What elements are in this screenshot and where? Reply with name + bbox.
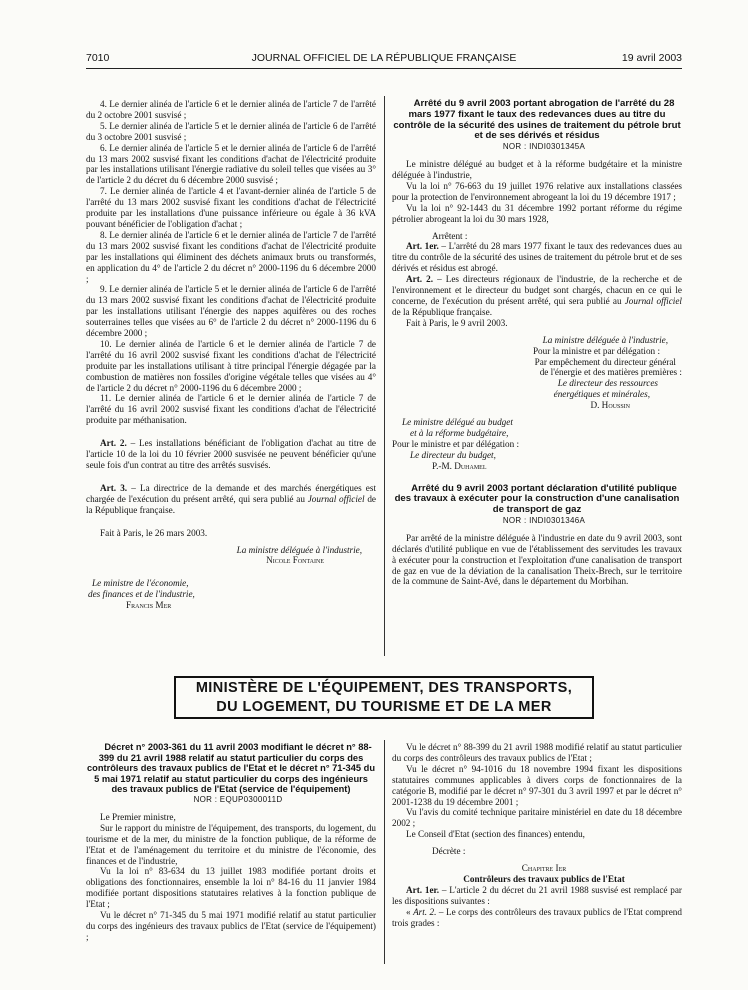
signature-line: Pour le ministre et par délégation : (392, 438, 520, 449)
signature-name: Nicole Fontaine (266, 555, 324, 566)
arretent: Arrêtent : (432, 230, 468, 241)
paragraph: Sur le rapport du ministre de l'équipement, des transports, du logement, du tourisme et de la mer, du ministre de la fonction publique, de la réforme de l'Etat et de l'aménagement du territoire et du ministre de l'économie, des finances et de l'industrie, (86, 822, 376, 866)
paragraph: Vu l'avis du comité technique paritaire ministériel en date du 18 décembre 2002 ; (392, 807, 682, 829)
list-item: 5. Le dernier alinéa de l'article 5 et le dernier alinéa de l'article 6 de l'arrêté du 3 octobre 2001 susvisé ; (86, 120, 376, 142)
article-label: Art. 3. (100, 482, 128, 493)
signature-title: La ministre déléguée à l'industrie, (542, 334, 668, 345)
signature-title: Le ministre de l'économie, (92, 578, 189, 589)
article-text: – L'article 2 du décret du 21 avril 1988 susvisé est remplacé par les dispositions suivantes : (392, 884, 682, 906)
nor-reference: NOR : EQUP0300011D (193, 794, 283, 804)
nor-reference: NOR : INDI0301345A (502, 142, 586, 152)
signature-name: Francis Mer (126, 600, 172, 611)
article-1 (392, 241, 682, 274)
article-label: Art. 2. (413, 906, 437, 917)
signature-title: Le directeur du budget, (410, 449, 496, 460)
article-text: – Le corps des contrôleurs des travaux publics de l'Etat comprend trois grades : (392, 906, 682, 928)
paragraph: Vu le décret n° 94-1016 du 18 novembre 1994 fixant les dispositions statutaires communes applicables à divers corps de fonctionnaires de la catégorie B, modifié par le décret n° 97-301 du 3 avril 1997 et par le décret n° 2001-1238 du 19 décembre 2001 ; (392, 763, 682, 807)
list-item: 6. Le dernier alinéa de l'article 5 et le dernier alinéa de l'article 6 de l'arrêté du 13 mars 2002 susvisé fixant les conditions d'achat de l'électricité produite par les installations utilisant l'énergie radiative du soleil telles que visées au 3° de l'article 2 du décret du 6 décembre 2000 susvisé ; (86, 142, 376, 186)
chapter-title: Contrôleurs des travaux publics de l'Etat (463, 873, 625, 884)
journal-name: Journal officiel (624, 295, 682, 306)
right-column-bottom (392, 742, 682, 929)
paragraph: Vu le décret n° 88-399 du 21 avril 1988 modifié relatif au statut particulier du corps des contrôleurs des travaux publics de l'Etat ; (392, 742, 682, 763)
article-2-quote (392, 907, 682, 929)
page-number: 7010 (86, 52, 110, 64)
article-1 (392, 885, 682, 907)
paragraph: Vu la loi n° 92-1443 du 31 décembre 1992 portant réforme du régime pétrolier abrogeant la loi du 30 mars 1928, (392, 202, 682, 224)
list-item: 8. Le dernier alinéa de l'article 6 et le dernier alinéa de l'article 7 de l'arrêté du 13 mars 2002 susvisé fixant les conditions d'achat de l'électricité produite par les installations qui éliminent des déchets animaux bruts ou transformés, en application du 4° de l'article 2 du décret n° 2000-1196 du 6 décembre 2000 ; (86, 229, 376, 284)
signature-line: Par empêchement du directeur général (534, 356, 676, 367)
article-label: Art. 1er. (406, 884, 440, 895)
signature-title: énergétiques et minérales, (553, 389, 650, 400)
chapter-heading: Chapitre Ier (521, 863, 567, 874)
signature-title: des finances et de l'industrie, (88, 589, 195, 600)
paragraph: Le Premier ministre, (100, 811, 176, 822)
paragraph: Vu la loi n° 83-634 du 13 juillet 1983 modifiée portant droits et obligations des fonctionnaires, ensemble la loi n° 84-16 du 11 janvier 1984 modifiée portant dispositions statutaires relatives à la fonction publique de l'Etat ; (86, 866, 376, 910)
article-label: Art. 1er. (406, 241, 439, 252)
nor-reference: NOR : INDI0301346A (502, 515, 586, 525)
list-item: 10. Le dernier alinéa de l'article 6 et le dernier alinéa de l'article 7 de l'arrêté du 16 avril 2002 susvisé fixant les conditions d'achat de l'électricité produite par les installations utilisant à titre principal l'énergie dégagée par la combustion de matières non fossiles d'origine végétale telles que visées au 4° de l'article 2 du décret n° 2000-1196 du 6 décembre 2000 ; (86, 338, 376, 393)
quote-mark: « (406, 906, 414, 917)
journal-name: Journal officiel (307, 493, 365, 504)
left-column-bottom (86, 742, 376, 943)
decree-title: Décret n° 2003-361 du 11 avril 2003 modifiant le décret n° 88-399 du 21 avril 1988 relatif au statut particulier du corps des contrôleurs des travaux publics de l'Etat et le décret n° 71-345 du 5 mai 1971 relatif au statut particulier du corps des ingénieurs des travaux publics de l'Etat (service de l'équipement) (86, 742, 376, 795)
ministry-heading-box (174, 676, 594, 719)
list-item: 11. Le dernier alinéa de l'article 6 et le dernier alinéa de l'article 7 de l'arrêté du 16 avril 2002 susvisé fixant les conditions d'achat de l'électricité produite par méthanisation. (86, 393, 376, 426)
signature-title: La ministre déléguée à l'industrie, (236, 544, 362, 555)
list-item: 7. Le dernier alinéa de l'article 4 et l'avant-dernier alinéa de l'article 5 de l'arrêté du 13 mars 2002 susvisé fixant les conditions d'achat de l'électricité produite par les installations d'une puissance inférieure ou égale à 36 kVA pouvant bénéficier de l'obligation d'achat ; (86, 186, 376, 229)
decrete: Décrète : (432, 846, 466, 857)
paragraph: Vu la loi n° 76-663 du 19 juillet 1976 relative aux installations classées pour la protection de l'environnement abrogeant la loi du 19 décembre 1917 ; (392, 180, 682, 202)
done-at: Fait à Paris, le 26 mars 2003. (100, 527, 208, 538)
article-label: Art. 2. (406, 274, 434, 285)
decree-title: Arrêté du 9 avril 2003 portant déclaration d'utilité publique des travaux à exécuter pour la construction d'une canalisation de transport de gaz (394, 482, 680, 516)
article-text: – Les directeurs régionaux de l'industrie, de la recherche et de l'environnement et le directeur du budget sont chargés, chacun en ce qui le concerne, de l'exécution du présent arrêté, qui sera publié au (392, 274, 682, 306)
column-divider-top (384, 96, 385, 656)
article-text: – Les installations bénéficiant de l'obligation d'achat au titre de l'article 10 de la loi du 10 février 2000 susvisée ne peuvent bénéficier qu'une seule fois d'un contrat au titre des arrêtés susvisés. (86, 438, 376, 470)
article-2 (392, 274, 682, 318)
article-text: de la République française. (86, 493, 376, 515)
decree-title: Arrêté du 9 avril 2003 portant abrogation de l'arrêté du 28 mars 1977 fixant le taux des redevances dues au titre du contrôle de la sécurité des usines de traitement du pétrole brut et de ses dérivés et résidus (393, 98, 681, 142)
paragraph: Par arrêté de la ministre déléguée à l'industrie en date du 9 avril 2003, sont déclarés d'utilité publique en vue de l'établissement des servitudes les travaux à exécuter pour la construction et l'exploitation d'une canalisation de transport de gaz en vue de la déviation de la canalisation Theix-Brech, sur le territoire de la commune de Saint-Avé, dans le département du Morbihan. (392, 532, 682, 587)
paragraph: Le ministre délégué au budget et à la réforme budgétaire et la ministre déléguée à l'industrie, (392, 159, 682, 180)
signature-title: et à la réforme budgétaire, (410, 427, 509, 438)
signature-name: D. Houssin (590, 400, 630, 411)
journal-title: JOURNAL OFFICIEL DE LA RÉPUBLIQUE FRANÇAISE (251, 52, 517, 64)
ministry-heading-line: MINISTÈRE DE L'ÉQUIPEMENT, DES TRANSPORTS, (195, 680, 573, 696)
paragraph: Vu le décret n° 71-345 du 5 mai 1971 modifié relatif au statut particulier du corps des ingénieurs des travaux publics de l'Etat (service de l'équipement) ; (86, 910, 376, 942)
article-3 (86, 483, 376, 516)
article-text: de la République française. (392, 306, 492, 317)
issue-date: 19 avril 2003 (621, 52, 682, 64)
left-column-top (86, 99, 376, 611)
signature-name: P.-M. Duhamel (432, 460, 487, 471)
article-label: Art. 2. (100, 438, 127, 449)
article-2 (86, 438, 376, 471)
article-text: – La directrice de la demande et des marchés énergétiques est chargée de l'exécution du présent arrêté, qui sera publié au (86, 482, 376, 504)
list-item: 9. Le dernier alinéa de l'article 5 et le dernier alinéa de l'article 6 de l'arrêté du 13 mars 2002 susvisé fixant les conditions d'achat de l'électricité produite par les installations utilisant l'énergie des nappes aquifères ou des roches souterraines telles que visées au 6° de l'article 2 du décret n° 2000-1196 du 6 décembre 2000 ; (86, 284, 376, 339)
header-rule (86, 68, 682, 69)
signature-line: Pour la ministre et par délégation : (532, 345, 660, 356)
paragraph: Le Conseil d'Etat (section des finances) entendu, (406, 829, 585, 840)
signature-line: de l'énergie et des matières premières : (539, 367, 682, 378)
article-text: – L'arrêté du 28 mars 1977 fixant le taux des redevances dues au titre du contrôle de la sécurité des usines de traitement du pétrole brut et de ses dérivés et résidus est abrogé. (392, 241, 682, 274)
list-item: 4. Le dernier alinéa de l'article 6 et le dernier alinéa de l'article 7 de l'arrêté du 2 octobre 2001 susvisé ; (86, 99, 376, 120)
signature-title: Le ministre délégué au budget (402, 417, 513, 428)
ministry-heading-line: DU LOGEMENT, DU TOURISME ET DE LA MER (216, 699, 552, 715)
page-header (86, 52, 682, 66)
signature-title: Le directeur des ressources (557, 378, 658, 389)
done-at: Fait à Paris, le 9 avril 2003. (406, 317, 508, 328)
right-column-top (392, 99, 682, 587)
column-divider-bottom (384, 740, 385, 964)
